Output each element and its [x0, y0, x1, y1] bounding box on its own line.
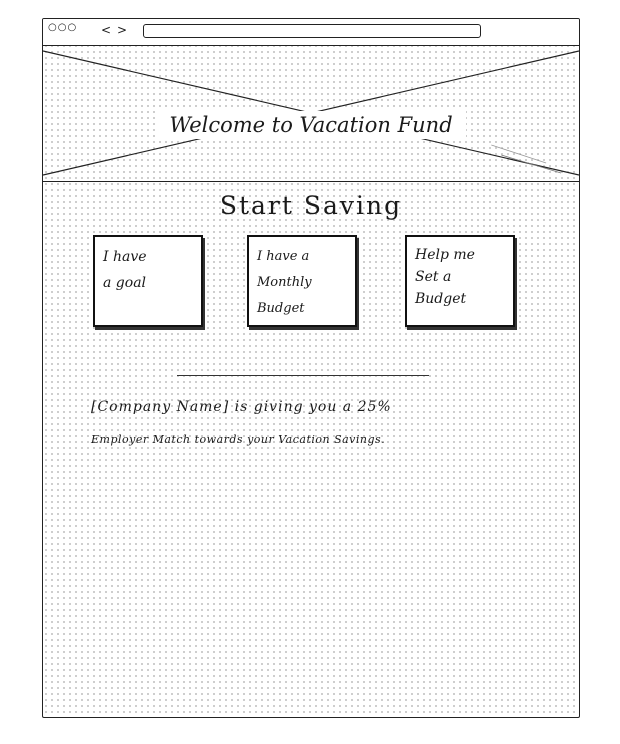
section-title: Start Saving	[219, 191, 403, 220]
back-button[interactable]: <	[101, 23, 112, 37]
employer-match-text: [Company Name] is giving you a 25%	[91, 399, 392, 415]
option-card-label: Help me Set a Budget	[415, 247, 475, 307]
option-card-label: I have a Monthly Budget	[257, 249, 312, 316]
hero-title: Welcome to Vacation Fund	[156, 111, 466, 139]
section-divider	[177, 375, 429, 376]
forward-button[interactable]: >	[117, 23, 128, 37]
browser-window	[42, 18, 580, 718]
option-card-have-goal[interactable]	[93, 235, 203, 327]
option-card-set-budget[interactable]	[405, 235, 515, 327]
employer-match-subtext: Employer Match towards your Vacation Savings.	[91, 433, 386, 446]
hero-banner	[43, 45, 579, 182]
address-bar[interactable]	[143, 24, 481, 38]
browser-chrome	[43, 19, 579, 46]
option-card-monthly-budget[interactable]	[247, 235, 357, 327]
window-controls[interactable]: ○○○	[48, 22, 78, 33]
option-card-label: I have a goal	[103, 249, 147, 291]
